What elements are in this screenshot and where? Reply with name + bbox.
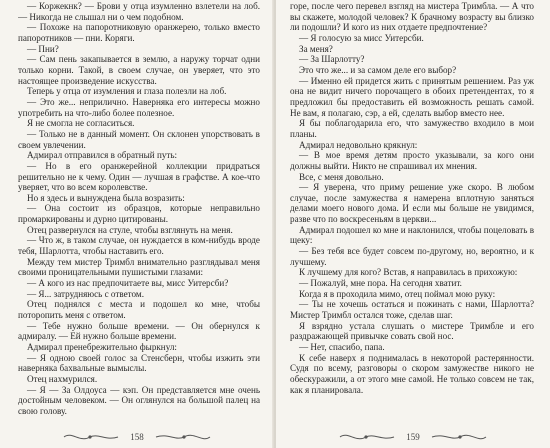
paragraph: — Нет, спасибо, папа.: [299, 342, 385, 352]
paragraph: К лучшему для кого? Встав, я направилась в прихожую:: [299, 267, 518, 278]
page-number: 159: [406, 432, 420, 442]
ornament-right-icon: [154, 432, 212, 442]
paragraph: — Я — За Олдоуса — кэп. Он представляется мне очень достойным человеком. — Он оглянулся на большой палец на свою голову.: [18, 384, 260, 416]
paragraph: — Я голосую за мисс Уитерсби.: [299, 32, 424, 43]
left-page-text: [18, 0, 260, 417]
paragraph: — Сам пень закапывается в землю, а наружу торчат одни только корни. Такой, в своем случае, он уверяет, что это настоящее произведение искусства.: [18, 54, 260, 86]
paragraph: — Тебе нужно больше времени. — Он обернулся к адмиралу. — Ей нужно больше времени.: [18, 320, 260, 342]
paragraph: — Только не в данный момент. Он склонен упорствовать в своем увлечении.: [18, 128, 260, 150]
paragraph: — Пни?: [27, 43, 59, 54]
right-page-footer: [276, 432, 550, 442]
page-number: 158: [130, 432, 144, 442]
paragraph: Я взрядно устала слушать о мистере Тримбле и его раздражающей привычке совать свой нос.: [290, 320, 534, 342]
paragraph: — Коржекнк? — Брови у отца изумленно взлетели на лоб. — Никогда не слышал ни о чем подобном.: [18, 1, 260, 22]
paragraph: — А кого из нас предпочитаете вы, мисс Уитерсби?: [27, 278, 229, 289]
paragraph: Я не смогла не согласиться.: [27, 118, 135, 129]
paragraph: — Я уверена, что приму решение уже скоро. В любом случае, после замужества я намерена вплотную заняться делами моего нового дома. И если мы больше не увидимся, разве что по воскресеньям в церкви...: [290, 182, 534, 225]
paragraph: — За Шарлотту?: [299, 54, 365, 65]
paragraph: Я бы поблагодарила его, что замужество входило в мои планы.: [290, 118, 534, 139]
left-page: [0, 0, 274, 448]
paragraph: — Похоже на папоротниковую оранжерею, только вместо папоротников — пни. Коряги.: [18, 22, 260, 43]
paragraph: — Ты не хочешь остаться и пожинать с нами, Шарлотта? Мистер Тримбл остался тоже, сделав шаг.: [290, 299, 534, 321]
paragraph: Отец поднялся с места и подошел ко мне, чтобы поторопить меня с ответом.: [18, 299, 260, 321]
paragraph: — Пожалуй, мне пора. На сегодня хватит.: [299, 278, 462, 289]
paragraph: Адмирал пренебрежительно фыркнул:: [27, 342, 177, 352]
paragraph: Адмирал недовольно крякнул:: [299, 139, 418, 150]
paragraph: — Но в его оранжерейной коллекции придраться решительно не к чему. Один — лучшая в графстве. А кое-что уверяет, что во всем королевстве.: [18, 160, 260, 193]
paragraph: Адмирал отправился в обратный путь:: [27, 150, 178, 161]
paragraph: За меня?: [299, 43, 333, 54]
paragraph: — Я... затрудняюсь с ответом.: [27, 288, 144, 299]
right-page: [276, 0, 550, 448]
ornament-left-icon: [62, 432, 120, 442]
paragraph: Но я здесь и вынуждена была возразить:: [27, 192, 185, 203]
paragraph: Теперь у отца от изумления и глаза полезли на лоб.: [27, 86, 227, 97]
paragraph: Отец нахмурился.: [27, 373, 98, 384]
paragraph: Отец развернулся на стуле, чтобы взглянуть на меня.: [27, 224, 233, 235]
paragraph: Когда я в проходила мимо, отец поймал мою руку:: [299, 288, 496, 299]
paragraph: Все, с меня довольно.: [299, 171, 384, 182]
paragraph: К себе наверх я поднималась в некоторой растерянности. Судя по всему, разговоры о скором замужестве никого не обескуражили, а от этого мне самой. Не только совсем не так, как я планировала.: [290, 352, 534, 395]
ornament-left-icon: [338, 432, 396, 442]
right-page-text: [290, 0, 534, 417]
left-page-footer: [0, 432, 274, 442]
paragraph: — Без тебя все будет совсем по-другому, но, вероятно, и к лучшему.: [290, 246, 534, 267]
paragraph: Адмирал подошел ко мне и наклонился, чтобы поцеловать в щеку:: [290, 224, 534, 246]
paragraph: Между тем мистер Тримбл внимательно разглядывал меня своими проницательными пушистыми глазами:: [18, 256, 260, 278]
paragraph: — Что ж, в таком случае, он нуждается в ком-нибудь вроде тебя, Шарлотта, чтобы наставить его.: [18, 235, 260, 257]
paragraph: — В мое время детям просто указывали, за кого они должны выйти. Никто не спрашивал их мнения.: [290, 150, 534, 171]
ornament-right-icon: [430, 432, 488, 442]
paragraph: — Это же... неприлично. Наверняка его интересы можно употребить на что-либо более полезное.: [18, 96, 260, 118]
paragraph: горе, после чего перевел взгляд на мистера Тримбла. — А что вы скажете, молодой человек? К брачному возрасту вы близко ли подошли? И кого из них отдаете предпочтение?: [290, 1, 534, 33]
paragraph: — Я одною своей голос за Стенсберн, чтобы изжить эти наверняка бахвальные вымыслы.: [18, 352, 260, 374]
paragraph: Это что же... и за самом деле его выбор?: [299, 64, 457, 75]
paragraph: — Именно ей придется жить с принятым решением. Раз уж она не видит ничего порочащего в обоих претендентах, то я предложил бы предоставить ей возможность решать самой. Не вам, я полагаю, сэр, а ей, сделать выбор вместо нее.: [290, 75, 534, 118]
paragraph: — Она состоит из образцов, которые неправильно промаркированы и дурно цитированы.: [18, 203, 260, 225]
